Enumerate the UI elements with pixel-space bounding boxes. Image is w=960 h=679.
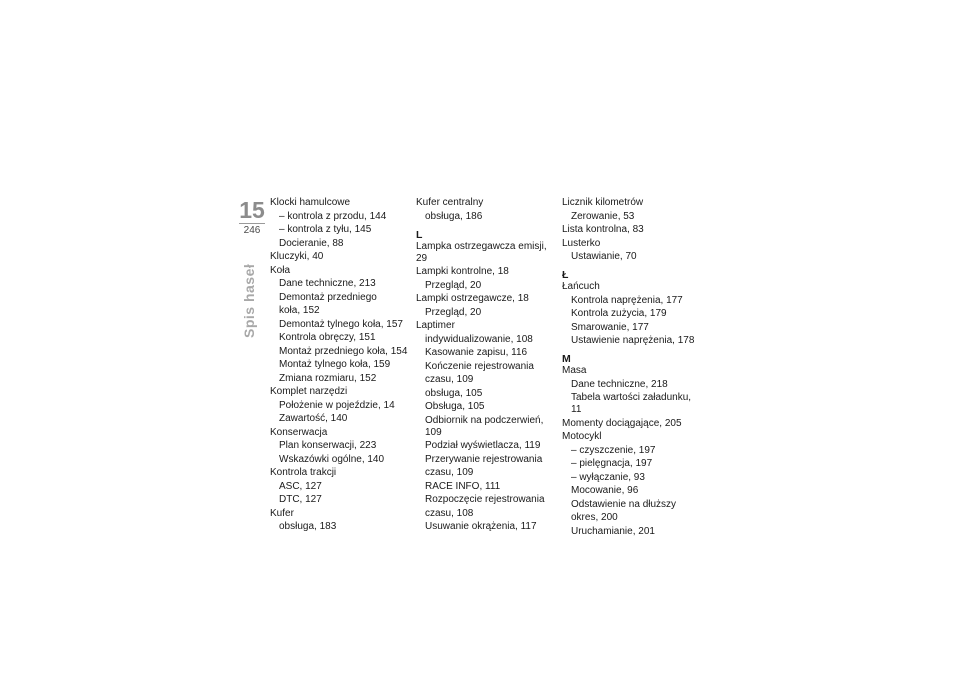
index-term: Lampki ostrzegawcze, 18 [416, 293, 529, 304]
index-subterm: Wskazówki ogólne, 140 [279, 453, 385, 465]
index-term: Lusterko [562, 237, 601, 249]
index-entry [416, 197, 558, 223]
index-entry [562, 281, 704, 347]
index-subterm: – kontrola z przodu, 144 [279, 210, 387, 222]
index-subterm: Kontrola naprężenia, 177 [571, 294, 683, 306]
index-subterm: Ustawienie naprężenia, 178 [571, 335, 695, 346]
index-subterm: Położenie w pojeździe, 14 [279, 399, 395, 411]
chapter-number: 15 [239, 197, 265, 223]
index-subterm: Demontaż tylnego koła, 157 [279, 318, 403, 330]
index-entry [562, 197, 704, 223]
page-number: 246 [243, 225, 261, 236]
index-subterm: Kasowanie zapisu, 116 [425, 347, 528, 358]
index-column-1 [270, 197, 412, 535]
index-term: Kontrola trakcji [270, 467, 337, 478]
index-entry [416, 241, 558, 265]
index-subterm: – kontrola z tyłu, 145 [279, 224, 372, 235]
chapter-title: Spis haseł [241, 263, 257, 338]
index-entry [562, 224, 704, 236]
index-entry [562, 431, 704, 538]
index-subterm: Zmiana rozmiaru, 152 [279, 372, 377, 384]
index-subterm: Dane techniczne, 218 [571, 378, 668, 390]
index-subterm: Obsługa, 105 [425, 401, 485, 412]
index-column-2 [416, 197, 558, 535]
index-term: Łańcuch [562, 281, 600, 292]
index-entry [416, 266, 558, 292]
index-subterm: obsługa, 183 [279, 521, 337, 532]
index-subterm: okres, 200 [571, 512, 618, 523]
index-subterm: obsługa, 186 [425, 210, 483, 222]
index-term: Konserwacja [270, 426, 328, 438]
index-entry [270, 386, 412, 425]
index-subterm: Odbiornik na podczerwień, 109 [425, 414, 544, 438]
index-term: Licznik kilometrów [562, 197, 644, 208]
index-term: Lampki kontrolne, 18 [416, 266, 509, 277]
index-entry [270, 251, 412, 263]
index-letter-heading: M [562, 353, 571, 365]
index-entry [270, 265, 412, 385]
index-subterm: Ustawianie, 70 [571, 251, 637, 262]
index-subterm: Rozpoczęcie rejestrowania [425, 494, 545, 505]
index-letter-heading: L [416, 228, 423, 241]
index-subterm: Plan konserwacji, 223 [279, 440, 377, 451]
index-entry [416, 293, 558, 319]
index-subterm: Zawartość, 140 [279, 413, 348, 424]
index-subterm: Kontrola zużycia, 179 [571, 308, 667, 319]
index-entry [270, 427, 412, 466]
index-subterm: Zerowanie, 53 [571, 210, 635, 222]
index-term: Klocki hamulcowe [270, 197, 351, 208]
index-subterm: Demontaż przedniego [279, 291, 377, 303]
index-letter-heading: Ł [562, 269, 569, 281]
index-term: Kufer [270, 507, 294, 519]
index-term: Komplet narzędzi [270, 386, 348, 397]
index-subterm: Docieranie, 88 [279, 237, 344, 249]
chapter-marker [239, 198, 265, 238]
index-column-3 [562, 197, 704, 539]
index-subterm: czasu, 109 [425, 374, 474, 385]
index-subterm: czasu, 109 [425, 467, 474, 478]
index-term: Laptimer [416, 320, 455, 331]
index-subterm: Kończenie rejestrowania [425, 360, 534, 372]
index-term: Masa [562, 365, 587, 376]
chapter-divider [239, 223, 265, 224]
index-subterm: koła, 152 [279, 305, 320, 316]
index-entry [562, 418, 704, 430]
index-term: Lampka ostrzegawcza emisji, 29 [416, 240, 547, 264]
index-term: Kufer centralny [416, 197, 484, 208]
index-subterm: indywidualizowanie, 108 [425, 333, 533, 345]
index-subterm: – czyszczenie, 197 [571, 444, 656, 456]
index-subterm: Montaż tylnego koła, 159 [279, 359, 391, 370]
index-subterm: Odstawienie na dłuższy [571, 498, 677, 510]
index-subterm: Przegląd, 20 [425, 279, 482, 291]
index-subterm: Podział wyświetlacza, 119 [425, 440, 541, 451]
index-subterm: ASC, 127 [279, 480, 322, 492]
index-entry [270, 467, 412, 506]
index-entry [416, 320, 558, 533]
index-subterm: DTC, 127 [279, 494, 322, 505]
index-subterm: RACE INFO, 111 [425, 480, 501, 492]
index-entry [270, 197, 412, 250]
index-subterm: Montaż przedniego koła, 154 [279, 345, 408, 357]
index-subterm: Kontrola obręczy, 151 [279, 332, 376, 343]
index-subterm: Dane techniczne, 213 [279, 278, 376, 289]
index-subterm: czasu, 108 [425, 507, 474, 519]
index-subterm: Mocowanie, 96 [571, 485, 639, 496]
index-entry [562, 238, 704, 264]
index-subterm: – wyłączanie, 93 [571, 471, 645, 483]
index-entry [270, 508, 412, 534]
index-term: Kluczyki, 40 [270, 251, 324, 262]
index-term: Motocykl [562, 431, 602, 442]
index-subterm: Usuwanie okrążenia, 117 [425, 521, 537, 532]
index-subterm: Przegląd, 20 [425, 306, 482, 318]
index-entry [562, 365, 704, 416]
index-subterm: Smarowanie, 177 [571, 321, 649, 333]
index-subterm: Przerywanie rejestrowania [425, 453, 543, 465]
index-term: Momenty dociągające, 205 [562, 417, 682, 429]
index-term: Koła [270, 264, 291, 276]
index-subterm: Tabela wartości załadunku, 11 [571, 392, 692, 415]
index-term: Lista kontrolna, 83 [562, 224, 644, 235]
index-subterm: – pielęgnacja, 197 [571, 458, 653, 469]
index-subterm: Uruchamianie, 201 [571, 525, 655, 537]
index-subterm: obsługa, 105 [425, 387, 483, 399]
